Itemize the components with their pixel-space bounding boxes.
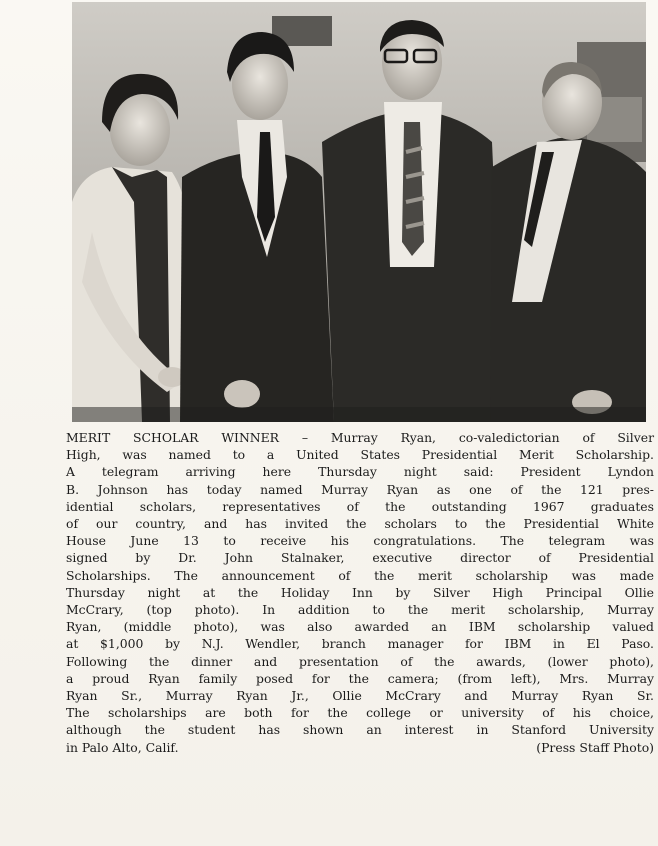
- caption-line: House June 13 to receive his congratulations. The telegram was: [66, 533, 654, 549]
- photo-credit: (Press Staff Photo): [536, 739, 654, 755]
- caption-line: although the student has shown an interest in Stanford University: [66, 722, 654, 738]
- caption-line: Following the dinner and presentation of the awards, (lower photo),: [66, 653, 654, 669]
- caption-final-line: in Palo Alto, Calif.: [66, 739, 179, 755]
- caption-line: The scholarships are both for the college or university of his choice,: [66, 705, 654, 721]
- caption-final-row: [66, 739, 654, 756]
- caption-line: Thursday night at the Holiday Inn by Silver High Principal Ollie: [66, 584, 654, 600]
- caption-line: idential scholars, representatives of the outstanding 1967 graduates: [66, 498, 654, 514]
- caption-line: McCrary, (top photo). In addition to the merit scholarship, Murray: [66, 602, 654, 618]
- family-photo: [72, 2, 646, 422]
- caption-line: B. Johnson has today named Murray Ryan as one of the 121 pres-: [66, 481, 654, 497]
- caption-line: signed by Dr. John Stalnaker, executive director of Presidential: [66, 550, 654, 566]
- caption-line: at $1,000 by N.J. Wendler, branch manager for IBM in El Paso.: [66, 636, 654, 652]
- caption-line: Scholarships. The announcement of the merit scholarship was made: [66, 567, 654, 583]
- caption-line: of our country, and has invited the scholars to the Presidential White: [66, 516, 654, 532]
- caption-line: High, was named to a United States Presidential Merit Scholarship.: [66, 447, 654, 463]
- caption-line: a proud Ryan family posed for the camera; (from left), Mrs. Murray: [66, 670, 654, 686]
- caption-line: Ryan Sr., Murray Ryan Jr., Ollie McCrary and Murray Ryan Sr.: [66, 688, 654, 704]
- caption-line: Ryan, (middle photo), was also awarded an IBM scholarship valued: [66, 619, 654, 635]
- caption-line: MERIT SCHOLAR WINNER – Murray Ryan, co-valedictorian of Silver: [66, 430, 654, 445]
- photo-illustration: [72, 2, 646, 422]
- caption-line: A telegram arriving here Thursday night said: President Lyndon: [66, 464, 654, 480]
- photo-caption: [66, 429, 654, 756]
